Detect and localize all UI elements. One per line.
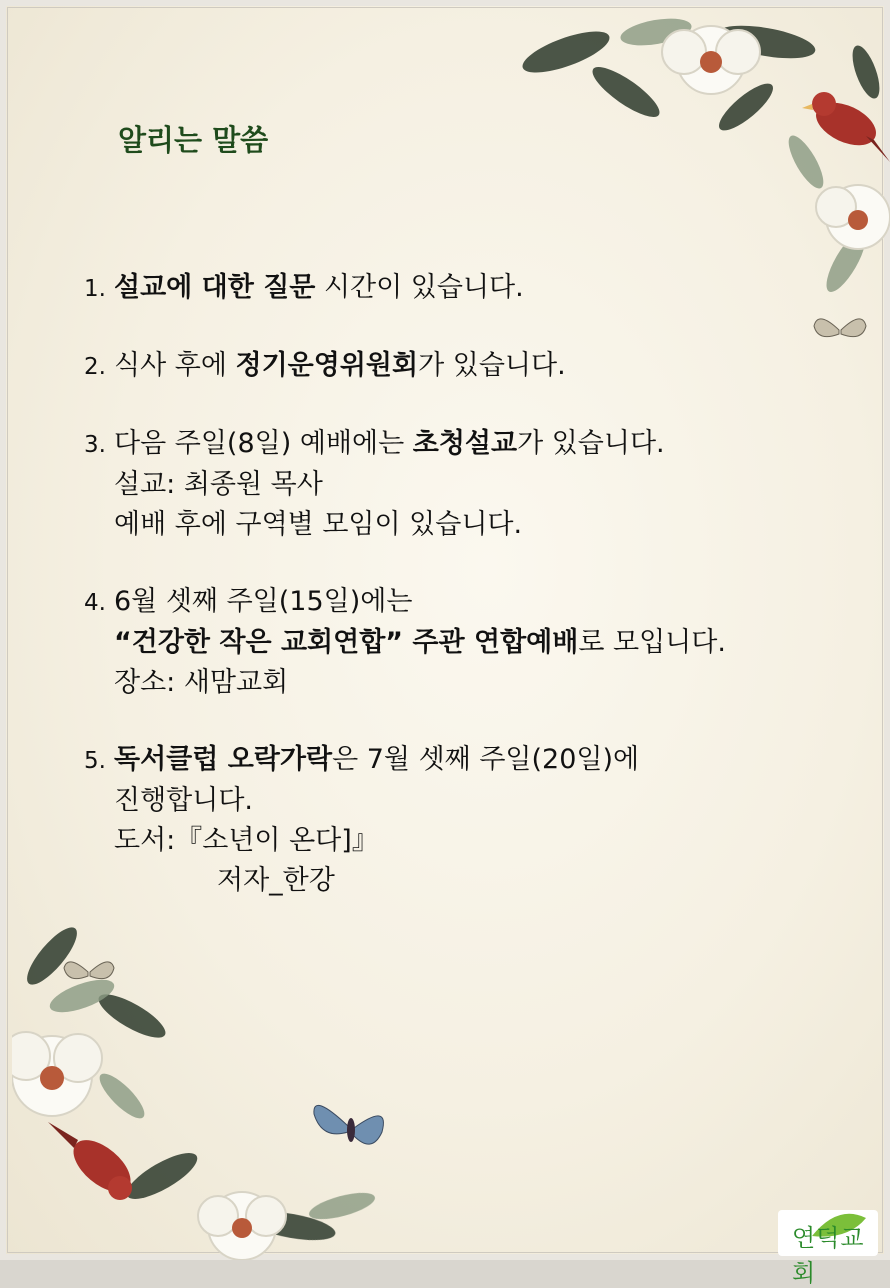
floral-decoration-bottom-left	[12, 926, 412, 1260]
notice-number: 2.	[84, 354, 106, 380]
notice-line	[84, 268, 854, 309]
notice-line	[84, 861, 854, 901]
floral-decoration-top-right	[506, 12, 890, 372]
notice-item	[84, 740, 854, 901]
notice-text: 식사 후에	[114, 350, 236, 381]
emphasis-text: 설교에 대한 질문	[114, 272, 316, 303]
notice-line	[84, 465, 854, 505]
notice-line	[84, 740, 854, 781]
emphasis-text: 독서클럽 오락가락	[114, 744, 333, 775]
notice-number: 3.	[84, 432, 106, 458]
notice-text: 장소: 새맘교회	[114, 667, 289, 698]
page-title: 알리는 말씀	[118, 123, 269, 157]
notice-line	[84, 505, 854, 545]
church-logo	[778, 1210, 878, 1287]
notice-line	[84, 623, 854, 663]
notice-item	[84, 346, 854, 387]
notice-text: 시간이 있습니다.	[315, 272, 524, 303]
emphasis-text: 정기운영위원회	[235, 350, 419, 381]
notice-item	[84, 582, 854, 703]
notice-text: 도서:『소년이 온다]』	[114, 825, 379, 856]
notice-item	[84, 424, 854, 545]
emphasis-text: 초청설교	[412, 428, 518, 459]
notice-line	[84, 821, 854, 861]
notice-line	[84, 781, 854, 821]
notice-text: 진행합니다.	[114, 785, 253, 816]
notice-text: 은 7월 셋째 주일(20일)에	[332, 744, 640, 775]
notice-number: 4.	[84, 590, 106, 616]
notice-text: 가 있습니다.	[517, 428, 665, 459]
notice-text: 다음 주일(8일) 예배에는	[114, 428, 413, 459]
notice-number: 1.	[84, 276, 106, 302]
notice-text: 저자_한강	[114, 865, 335, 896]
emphasis-text: “건강한 작은 교회연합” 주관 연합예배	[114, 627, 579, 658]
notice-text: 6월 셋째 주일(15일)에는	[114, 586, 413, 617]
notice-item	[84, 268, 854, 309]
notice-text: 예배 후에 구역별 모임이 있습니다.	[114, 509, 523, 540]
notice-line	[84, 424, 854, 465]
notice-line	[84, 663, 854, 703]
notice-text: 가 있습니다.	[418, 350, 566, 381]
notice-number: 5.	[84, 748, 106, 774]
notice-line	[84, 582, 854, 623]
logo-text: 연덕교회	[792, 1224, 865, 1287]
notice-line	[84, 346, 854, 387]
notice-text: 로 모입니다.	[578, 627, 726, 658]
notice-text: 설교: 최종원 목사	[114, 469, 323, 500]
